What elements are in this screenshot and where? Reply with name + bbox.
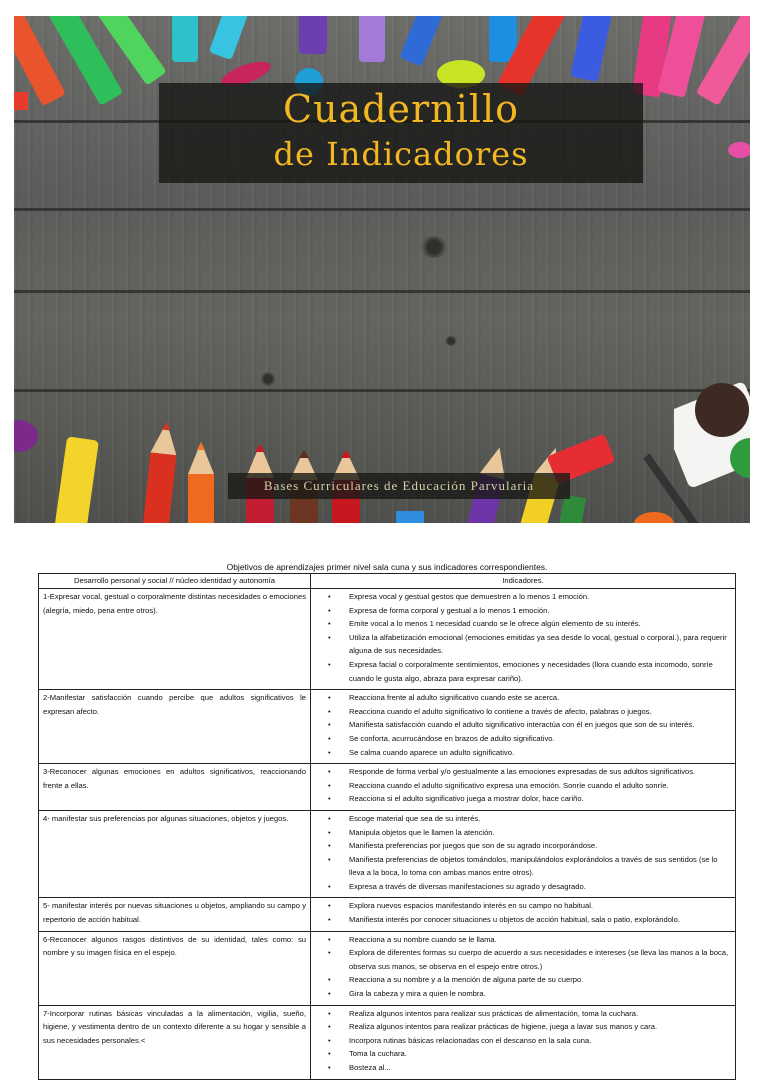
indicator-item: • Reacciona frente al adulto significativo cuando este se acerca. <box>349 691 731 705</box>
indicator-item: • Utiliza la alfabetización emocional (emociones emitidas ya sea desde lo vocal, gestual o corporal.), para requerir alguna de sus necesidades. <box>349 631 731 658</box>
indicator-list <box>315 590 731 685</box>
document-caption: Objetivos de aprendizajes primer nivel sala cuna y sus indicadores correspondientes. <box>226 562 548 572</box>
indicator-item: • Reacciona a su nombre cuando se le llama. <box>349 933 731 947</box>
indicator-list <box>315 899 731 926</box>
indicator-item: • Incorpora rutinas básicas relacionadas con el descanso en la sala cuna. <box>349 1034 731 1048</box>
cover-subtitle: Bases Curriculares de Educación Parvularia <box>263 478 535 493</box>
indicators-cell <box>311 764 736 811</box>
indicators-cell <box>311 589 736 690</box>
objective-cell: 5- manifestar interés por nuevas situaciones u objetos, ampliando su campo y repertorio de acción habitual. <box>39 898 311 931</box>
table-row <box>39 690 736 764</box>
wood-knot <box>444 336 458 346</box>
subtitle-box <box>228 473 570 499</box>
cover-image <box>14 16 750 523</box>
bottom-pencils-decoration <box>14 416 750 523</box>
indicator-item: • Expresa de forma corporal y gestual a lo menos 1 emoción. <box>349 604 731 618</box>
indicator-item: • Expresa vocal y gestual gestos que demuestren a lo menos 1 emoción. <box>349 590 731 604</box>
wood-plank-seam <box>14 208 750 211</box>
indicator-item: • Explora de diferentes formas su cuerpo de acuerdo a sus necesidades e intereses (se lleva las manos a la boca, observa sus manos, se observa en el espejo entre otros.) <box>349 946 731 973</box>
table-row <box>39 589 736 690</box>
indicator-item: • Reacciona si el adulto significativo juega a mostrar dolor, hace cariño. <box>349 792 731 806</box>
indicator-list <box>315 1007 731 1075</box>
indicator-item: • Realiza algunos intentos para realizar prácticas de higiene, juega a lavar sus manos y cara. <box>349 1020 731 1034</box>
table-row <box>39 810 736 898</box>
indicators-cell <box>311 690 736 764</box>
table-row <box>39 898 736 931</box>
indicator-item: • Reacciona a su nombre y a la mención de alguna parte de su cuerpo. <box>349 973 731 987</box>
wood-knot <box>259 372 277 386</box>
objective-cell: 4- manifestar sus preferencias por algunas situaciones, objetos y juegos. <box>39 810 311 898</box>
indicator-list <box>315 812 731 894</box>
header-objectives: Desarrollo personal y social // núcleo identidad y autonomía <box>39 574 311 589</box>
indicator-list <box>315 933 731 1001</box>
wood-plank-seam <box>14 290 750 293</box>
indicator-item: • Emite vocal a lo menos 1 necesidad cuando se le ofrece algún elemento de su interés. <box>349 617 731 631</box>
indicator-item: • Reacciona cuando el adulto significativo lo contiene a través de afecto, palabras o juegos. <box>349 705 731 719</box>
indicator-item: • Manifiesta preferencias de objetos tomándolos, manipulándolos explorándolos a través de sus sentidos (se lo lleva a la boca, lo toma con ambas manos entre otros). <box>349 853 731 880</box>
table-row <box>39 931 736 1005</box>
table-row <box>39 764 736 811</box>
objective-cell: 7-Incorporar rutinas básicas vinculadas a la alimentación, vigilia, sueño, higiene, y vestimenta dentro de un contexto diferente a su hogar y sensible a sus necesidades personales.< <box>39 1005 311 1079</box>
indicator-list <box>315 691 731 759</box>
indicators-cell <box>311 898 736 931</box>
indicators-cell <box>311 810 736 898</box>
indicator-item: • Realiza algunos intentos para realizar sus prácticas de alimentación, toma la cuchara. <box>349 1007 731 1021</box>
indicator-item: • Manifiesta interés por conocer situaciones u objetos de acción habitual, sala o patio, explorándolo. <box>349 913 731 927</box>
indicator-list <box>315 765 731 806</box>
wood-plank-seam <box>14 389 750 392</box>
indicator-item: • Manifiesta satisfacción cuando el adulto significativo interactúa con él en juegos que son de su interés. <box>349 718 731 732</box>
indicator-item: • Responde de forma verbal y/o gestualmente a las emociones expresadas de sus adultos significativos. <box>349 765 731 779</box>
indicator-item: • Explora nuevos espacios manifestando interés en su campo no habitual. <box>349 899 731 913</box>
objective-cell: 1-Expresar vocal, gestual o corporalmente distintas necesidades o emociones (alegría, miedo, pena entre otros). <box>39 589 311 690</box>
indicator-item: • Toma la cuchara. <box>349 1047 731 1061</box>
objective-cell: 3-Reconocer algunas emociones en adultos significativos, reaccionando frente a ellas. <box>39 764 311 811</box>
indicator-item: • Se conforta, acurrucándose en brazos de adulto significativo. <box>349 732 731 746</box>
indicator-item: • Manipula objetos que le llamen la atención. <box>349 826 731 840</box>
title-box <box>159 83 643 183</box>
table-body <box>39 589 736 1080</box>
indicator-item: • Gira la cabeza y mira a quien le nombra. <box>349 987 731 1001</box>
objective-cell: 2-Manifestar satisfacción cuando percibe que adultos significativos le expresan afecto. <box>39 690 311 764</box>
wood-knot <box>419 236 449 258</box>
indicator-item: • Bosteza al... <box>349 1061 731 1075</box>
cover-title-line2: de Indicadores <box>273 135 529 173</box>
header-indicators: Indicadores. <box>311 574 736 589</box>
table-header-row <box>39 574 736 589</box>
indicator-item: • Expresa a través de diversas manifestaciones su agrado y desagrado. <box>349 880 731 894</box>
cover-title-line1: Cuadernillo <box>283 87 519 131</box>
indicator-item: • Escoge material que sea de su interés. <box>349 812 731 826</box>
indicators-cell <box>311 931 736 1005</box>
indicators-cell <box>311 1005 736 1079</box>
objective-cell: 6-Reconocer algunos rasgos distintivos de su identidad, tales como: su nombre y su imagen física en el espejo. <box>39 931 311 1005</box>
indicators-table <box>38 573 736 1080</box>
table-row <box>39 1005 736 1079</box>
indicator-item: • Expresa facial o corporalmente sentimientos, emociones y necesidades (llora cuando esta incomodo, sonríe cuando le gusta algo, abraza para expresar cariño). <box>349 658 731 685</box>
indicator-item: • Manifiesta preferencias por juegos que son de su agrado incorporándose. <box>349 839 731 853</box>
indicator-item: • Se calma cuando aparece un adulto significativo. <box>349 746 731 760</box>
indicator-item: • Reacciona cuando el adulto significativo expresa una emoción. Sonríe cuando el adulto sonríe. <box>349 779 731 793</box>
